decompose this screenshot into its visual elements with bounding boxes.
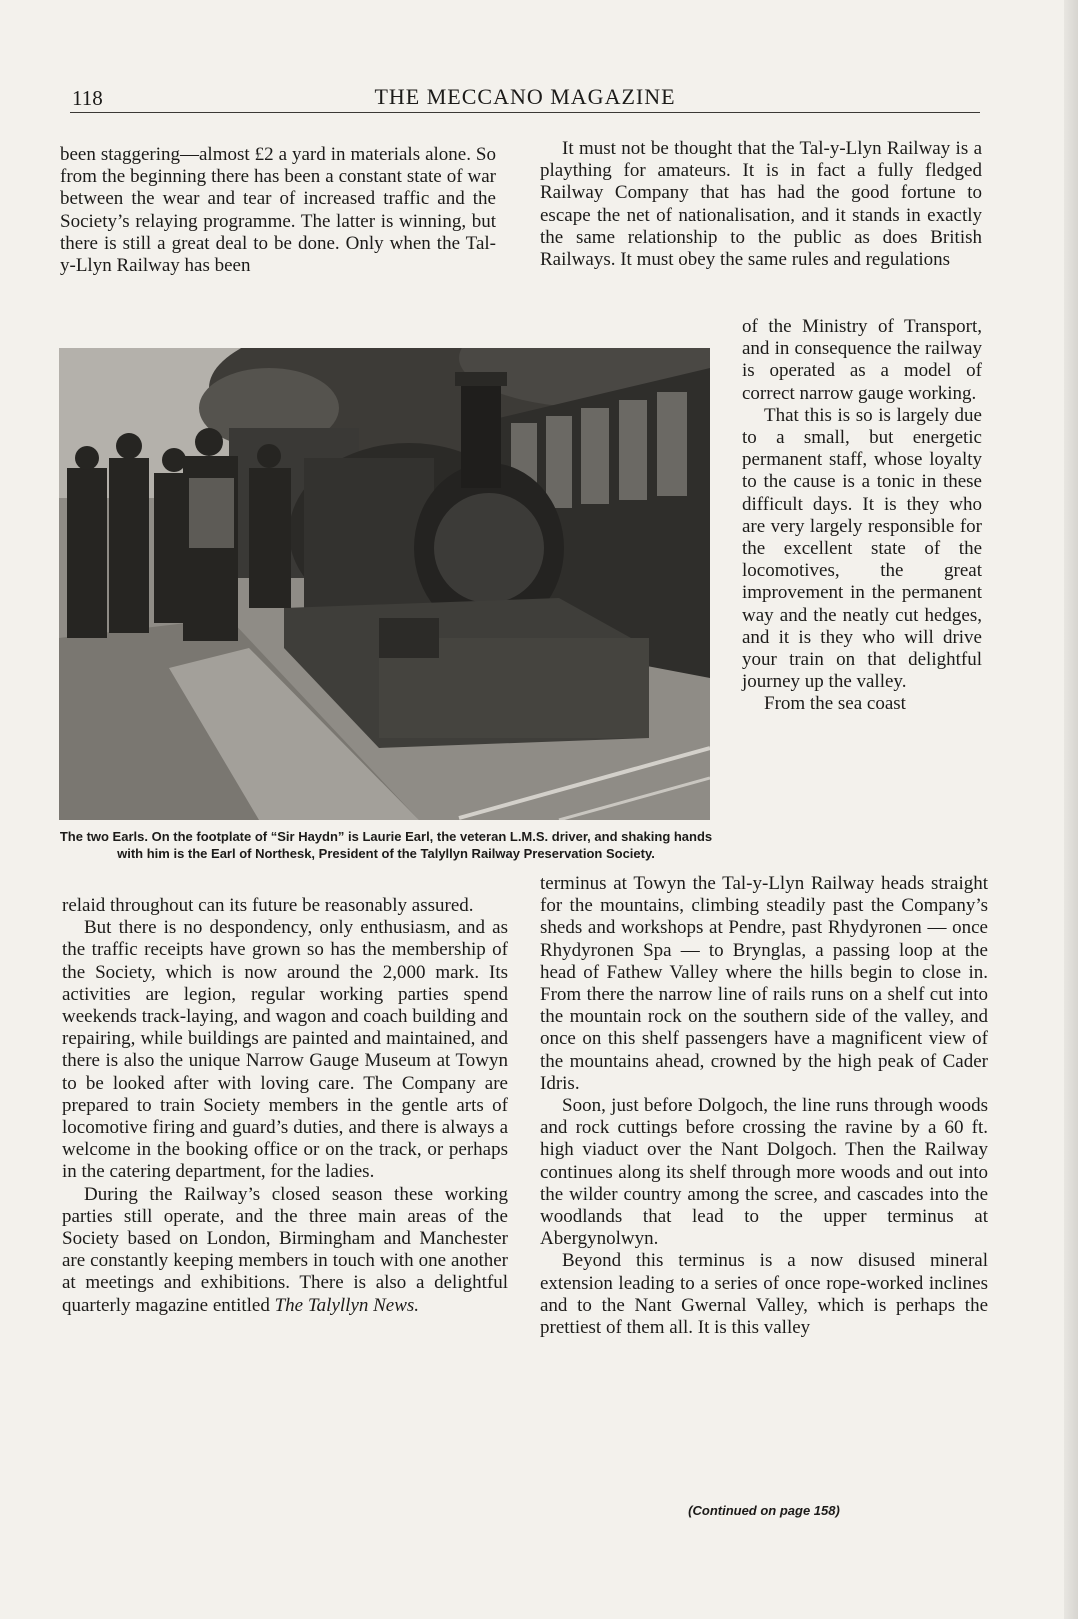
article-column-left-top — [60, 144, 496, 277]
paragraph: But there is no despondency, only enthusiasm, and as the traffic receipts have grown so has the membership of the Society, which is now around the 2,000 mark. Its activities are legion, regular working parties spend weekends track-laying, and wagon and coach building and repairing, while buildings are painted and maintained, and there is also the unique Narrow Gauge Museum at Towyn to be looked after with loving care. The Company are prepared to train Society members in the gentle arts of locomotive firing and guard’s duties, and there is always a welcome in the booking office or on the track, or perhaps in the catering department, for the ladies. — [62, 917, 508, 1183]
locomotive-photo — [59, 348, 710, 820]
paragraph: relaid throughout can its future be reasonably assured. — [62, 895, 474, 916]
page-number: 118 — [72, 86, 103, 110]
paragraph: Beyond this terminus is a now disused mineral extension leading to a series of once rope-worked inclines and to the Nant Gwernal Valley, which is perhaps the prettiest of them all. It is this valley — [540, 1250, 988, 1339]
magazine-name: The Talyllyn News. — [274, 1294, 420, 1316]
page-header — [70, 80, 980, 114]
page-edge-shadow — [1064, 0, 1078, 1619]
header-rule — [70, 112, 980, 113]
paragraph: of the Ministry of Transport, and in consequence the railway is operated as a model of correct narrow gauge working. — [742, 316, 982, 404]
paragraph: Soon, just before Dolgoch, the line runs through woods and rock cuttings before crossing the ravine by a 60 ft. high viaduct over the Nant Dolgoch. Then the Railway continues along its shelf through more woods and out into the wilder country among the scree, and cascades into the woodlands that lead to the upper terminus at Abergynolwyn. — [540, 1095, 988, 1250]
photo-caption: The two Earls. On the footplate of “Sir Haydn” is Laurie Earl, the veteran L.M.S. driver, and shaking hands with him is the Earl of Northesk, President of the Talyllyn Railway Preservation Society. — [59, 829, 713, 861]
article-column-right-narrow — [742, 316, 982, 716]
article-column-right-top — [540, 138, 982, 271]
article-column-right-bottom — [540, 873, 988, 1339]
paragraph: been staggering—almost £2 a yard in materials alone. So from the beginning there has been a constant state of war between the wear and tear of increased traffic and the Society’s relaying programme. The latter is winning, but there is still a great deal to be done. Only when the Tal-y-Llyn Railway has been — [60, 144, 496, 277]
paragraph: It must not be thought that the Tal-y-Llyn Railway is a plaything for amateurs. It is in fact a fully fledged Railway Company that has had the good fortune to escape the net of nationalisation, and it stands in exactly the same relationship to the public as does British Railways. It must obey the same rules and regulations — [540, 138, 982, 271]
paragraph — [62, 1184, 508, 1317]
paragraph-text: During the Railway’s closed season these working parties still operate, and the three main areas of the Society based on London, Birmingham and Manchester are constantly keeping members in touch with one another at meetings and exhibitions. There is also a delightful quarterly magazine entitled — [62, 1183, 508, 1316]
magazine-title: THE MECCANO MAGAZINE — [374, 84, 676, 109]
paragraph: From the sea coast — [764, 693, 906, 715]
locomotive-photo-illustration — [59, 348, 710, 820]
paragraph: That this is so is largely due to a small, but energetic permanent staff, whose loyalty to the cause is a tonic in these difficult days. It is they who are very largely responsible for the excellent state of the locomotives, the great improvement in the permanent way and the neatly cut hedges, and it is they who will drive your train on that delightful journey up the valley. — [742, 404, 982, 693]
continued-note: (Continued on page 158) — [688, 1503, 840, 1518]
paragraph: terminus at Towyn the Tal-y-Llyn Railway heads straight for the mountains, climbing steadily past the Company’s sheds and workshops at Pendre, past Rhydyronen — once Rhydyronen Spa — to Brynglas, a passing loop at the head of Fathew Valley where the hills begin to close in. From there the narrow line of rails runs on a shelf cut into the mountain rock on the southern side of the valley, and once on this shelf passengers have a magnificent view of the mountains ahead, crowned by the high peak of Cader Idris. — [540, 873, 988, 1094]
article-column-left-bottom — [62, 895, 508, 1317]
